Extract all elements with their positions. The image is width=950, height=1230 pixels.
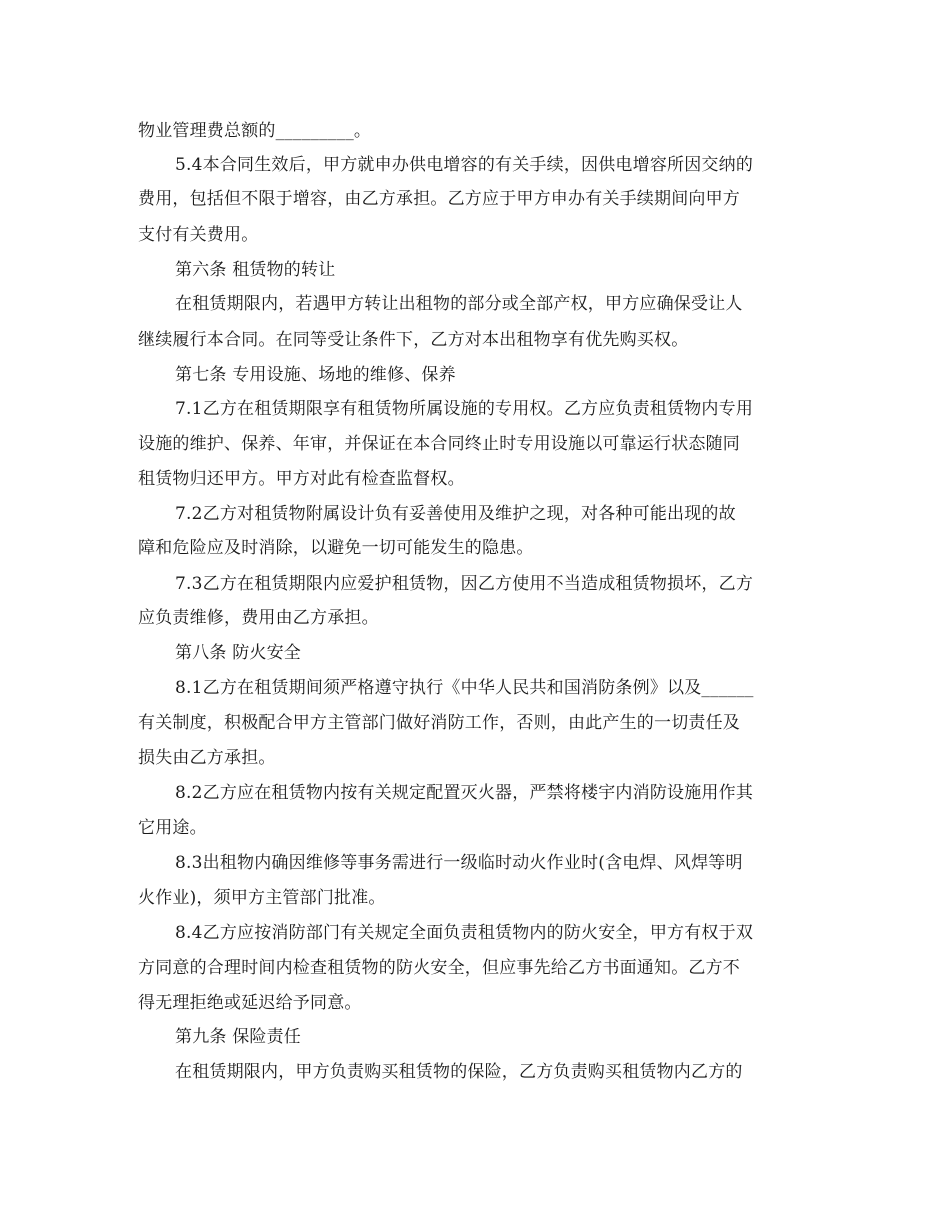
text-line: 有关制度，积极配合甲方主管部门做好消防工作，否则，由此产生的一切责任及 bbox=[138, 713, 740, 733]
text-line: 它用途。 bbox=[138, 818, 207, 838]
text-line: 应负责维修，费用由乙方承担。 bbox=[138, 608, 379, 628]
text-line: 在租赁期限内，甲方负责购买租赁物的保险，乙方负责购买租赁物内乙方的 bbox=[175, 1062, 743, 1082]
text-line: 设施的维护、保养、年审，并保证在本合同终止时专用设施以可靠运行状态随同 bbox=[138, 434, 740, 454]
clause-8-4-line: 8.4乙方应按消防部门有关规定全面负责租赁物内的防火安全，甲方有权于双 bbox=[175, 923, 754, 943]
text-line: 费用，包括但不限于增容，由乙方承担。乙方应于甲方申办有关手续期间向甲方 bbox=[138, 189, 740, 209]
clause-8-2-line: 8.2乙方应在租赁物内按有关规定配置灭火器，严禁将楼宇内消防设施用作其 bbox=[175, 783, 754, 803]
text-line: 障和危险应及时消除，以避免一切可能发生的隐患。 bbox=[138, 538, 534, 558]
clause-7-2-line: 7.2乙方对租赁物附属设计负有妥善使用及维护之现，对各种可能出现的故 bbox=[175, 504, 736, 524]
text-line: 方同意的合理时间内检查租赁物的防火安全，但应事先给乙方书面通知。乙方不 bbox=[138, 958, 740, 978]
text-line: 在租赁期限内，若遇甲方转让出租物的部分或全部产权，甲方应确保受让人 bbox=[175, 294, 743, 314]
clause-5-4-line: 5.4本合同生效后，甲方就申办供电增容的有关手续，因供电增容所因交纳的 bbox=[175, 155, 754, 175]
clause-7-3-line: 7.3乙方在租赁期限内应爱护租赁物，因乙方使用不当造成租赁物损坏，乙方 bbox=[175, 574, 754, 594]
article-9-heading: 第九条 保险责任 bbox=[175, 1027, 302, 1047]
article-7-heading: 第七条 专用设施、场地的维修、保养 bbox=[175, 365, 456, 385]
article-6-heading: 第六条 租赁物的转让 bbox=[175, 260, 336, 280]
text-line: 得无理拒绝或延迟给予同意。 bbox=[138, 993, 362, 1013]
clause-8-3-line: 8.3出租物内确因维修等事务需进行一级临时动火作业时(含电焊、风焊等明 bbox=[175, 853, 743, 873]
article-8-heading: 第八条 防火安全 bbox=[175, 643, 302, 663]
text-line: 损失由乙方承担。 bbox=[138, 748, 276, 768]
text-line: 物业管理费总额的_________。 bbox=[138, 121, 372, 141]
clause-7-1-line: 7.1乙方在租赁期限享有租赁物所属设施的专用权。乙方应负责租赁物内专用 bbox=[175, 399, 754, 419]
clause-8-1-line: 8.1乙方在租赁期间须严格遵守执行《中华人民共和国消防条例》以及______ bbox=[175, 678, 754, 698]
text-line: 租赁物归还甲方。甲方对此有检查监督权。 bbox=[138, 469, 465, 489]
text-line: 火作业)，须甲方主管部门批准。 bbox=[138, 888, 386, 908]
text-line: 继续履行本合同。在同等受让条件下，乙方对本出租物享有优先购买权。 bbox=[138, 330, 689, 350]
text-line: 支付有关费用。 bbox=[138, 225, 259, 245]
